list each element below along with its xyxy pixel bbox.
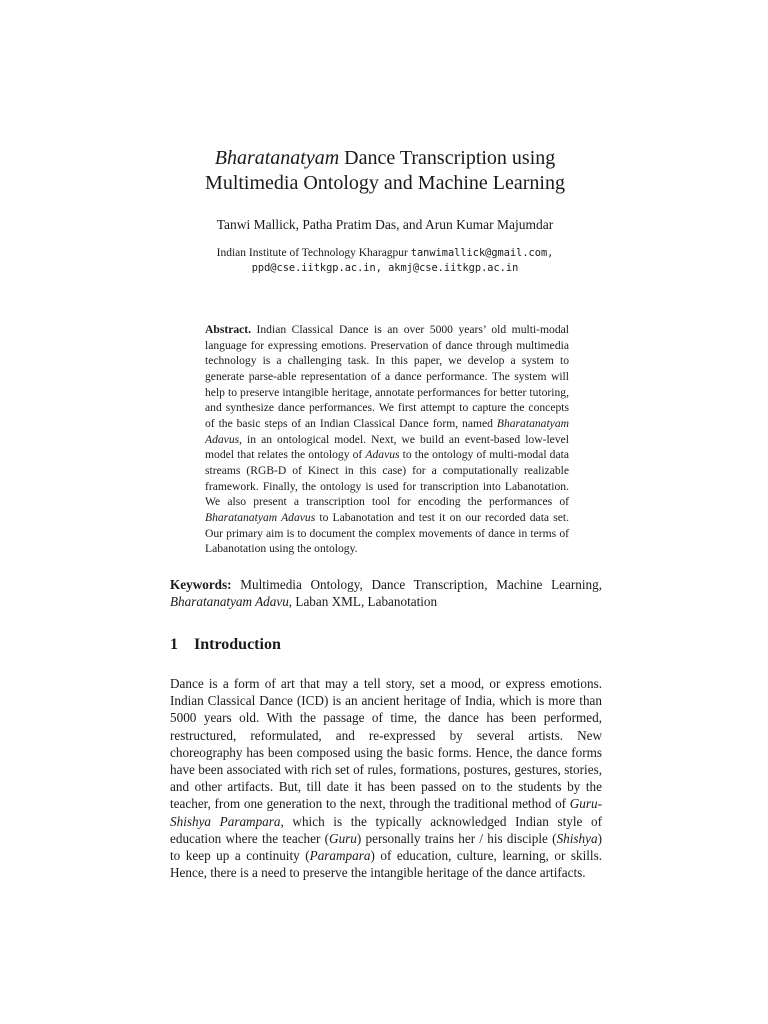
abstract-label: Abstract. xyxy=(205,323,252,336)
author-list: Tanwi Mallick, Patha Pratim Das, and Arun Kumar Majumdar xyxy=(216,217,554,232)
intro-paragraph xyxy=(170,675,602,881)
section-title: Introduction xyxy=(194,636,281,653)
email-1: tanwimallick@gmail.com, xyxy=(410,247,554,259)
abstract-text-1: Indian Classical Dance is an over 5000 years’ old multi-modal language for expressing emotions. Preservation of dance through multimedia technology is a challenging task. In this paper, we develop a system to generate parse-able representation of a dance performance. The system will help to preserve intangible heritage, annotate performances for better tutoring, and synthesize dance performances. We first attempt to capture the concepts of the basic steps of an Indian Classical Dance form, named xyxy=(205,323,569,430)
title-line2: Multimedia Ontology and Machine Learning xyxy=(205,172,565,194)
intro-text-5: ) of education, culture, learning, or skills. Hence, there is a need to preserve the intangible heritage of the dance artifacts. xyxy=(170,848,603,881)
intro-text-1: Dance is a form of art that may a tell story, set a mood, or express emotions. Indian Classical Dance (ICD) is an ancient heritage of India, which is more than 5000 years old. With the passage of time, the dance has been performed, restructured, reformulated, and re-expressed by several artists. New choreography has been composed using the basic forms. Hence, the dance forms have been associated with rich set of rules, formations, postures, gestures, stories, and other artifacts. But, till date it has been passed on to the students by the teacher, from one generation to the next, through the traditional method of xyxy=(170,676,602,812)
keywords-text-2: , Laban XML, Labanotation xyxy=(288,594,438,609)
email-2: ppd@cse.iitkgp.ac.in, akmj@cse.iitkgp.ac.in xyxy=(251,262,519,274)
title-line1-rest: Dance Transcription using xyxy=(339,147,556,169)
abstract-text-4: to Labanotation and test it on our recorded data set. Our primary aim is to document the complex movements of dance in terms of Labanotation using the ontology. xyxy=(205,510,569,556)
intro-italic-2: Guru xyxy=(329,830,357,846)
institution: Indian Institute of Technology Kharagpur xyxy=(216,247,411,259)
section-number: 1 xyxy=(170,636,178,653)
affiliation xyxy=(150,246,620,276)
intro-italic-3: Shishya xyxy=(556,830,598,846)
intro-text-2: , which is the typically acknowledged Indian style of education where the teacher ( xyxy=(170,813,602,846)
section-heading xyxy=(170,635,281,655)
abstract-italic-3: Bharatanatyam Adavus xyxy=(205,510,316,524)
title-italic: Bharatanatyam xyxy=(214,147,340,169)
abstract-text-2: , in an ontological model. Next, we build an event-based low-level model that relates the ontology of xyxy=(205,432,569,462)
abstract-text-3: to the ontology of multi-modal data streams (RGB-D of Kinect in this case) for a computationally realizable framework. Finally, the ontology is used for transcription into Labanotation. We also present a transcription tool for encoding the performances of xyxy=(205,448,569,509)
abstract-italic-1: Bharatanatyam Adavus xyxy=(205,416,569,446)
keywords-italic-1: Bharatanatyam Adavu xyxy=(170,594,289,609)
abstract-italic-2: Adavus xyxy=(365,448,400,462)
keywords-text-1: Multimedia Ontology, Dance Transcription, Machine Learning, xyxy=(231,577,602,592)
abstract xyxy=(205,322,569,557)
keywords-label: Keywords: xyxy=(170,577,232,592)
intro-text-3: ) personally trains her / his disciple ( xyxy=(356,830,557,846)
keywords xyxy=(170,576,602,610)
paper-title xyxy=(150,146,620,196)
intro-text-4: ) to keep up a continuity ( xyxy=(170,830,602,864)
intro-italic-4: Parampara xyxy=(309,848,371,864)
intro-italic-1: Guru-Shishya Parampara xyxy=(170,796,602,829)
